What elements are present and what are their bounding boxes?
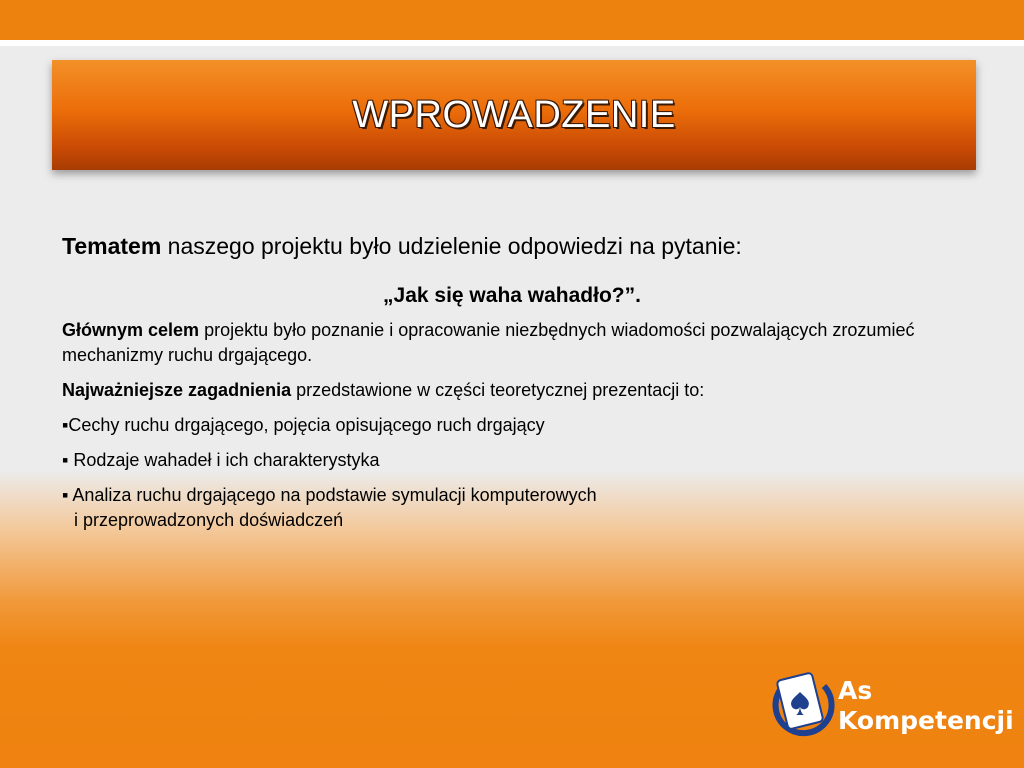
- as-kompetencji-logo: [768, 668, 1014, 748]
- top-bar: [0, 0, 1024, 40]
- list-item: [62, 483, 962, 533]
- topics-paragraph: [62, 378, 962, 403]
- list-item: ▪ Rodzaje wahadeł i ich charakterystyka: [62, 450, 380, 470]
- slide-content: [62, 230, 962, 533]
- logo-line-2: Kompetencji: [838, 706, 1014, 735]
- topics-text: przedstawione w części teoretycznej prezentacji to:: [291, 380, 705, 400]
- goal-bold: Głównym celem: [62, 320, 200, 340]
- goal-paragraph: [62, 318, 962, 368]
- goal-text: projektu było poznanie i opracowanie niezbędnych wiadomości pozwalających zrozumieć mechanizmy ruchu drgającego.: [62, 320, 915, 365]
- intro-bold: Tematem: [62, 233, 162, 259]
- question-heading: „Jak się waha wahadło?”.: [383, 284, 641, 307]
- top-divider: [0, 40, 1024, 46]
- intro-text: naszego projektu było udzielenie odpowiedzi na pytanie:: [161, 233, 742, 259]
- topics-bold: Najważniejsze zagadnienia: [62, 380, 292, 400]
- intro-paragraph: [62, 230, 962, 262]
- list-item: ▪Cechy ruchu drgającego, pojęcia opisującego ruch drgający: [62, 415, 545, 435]
- list-item-text: ▪ Analiza ruchu drgającego na podstawie symulacji komputerowych: [62, 485, 597, 505]
- playing-card-spade-icon: [768, 668, 838, 748]
- logo-line-1: As: [838, 676, 873, 705]
- list-item-continuation: i przeprowadzonych doświadczeń: [74, 510, 344, 530]
- title-banner: [52, 60, 976, 170]
- slide-title: WPROWADZENIE: [352, 93, 676, 136]
- logo-wordmark: [838, 676, 1014, 736]
